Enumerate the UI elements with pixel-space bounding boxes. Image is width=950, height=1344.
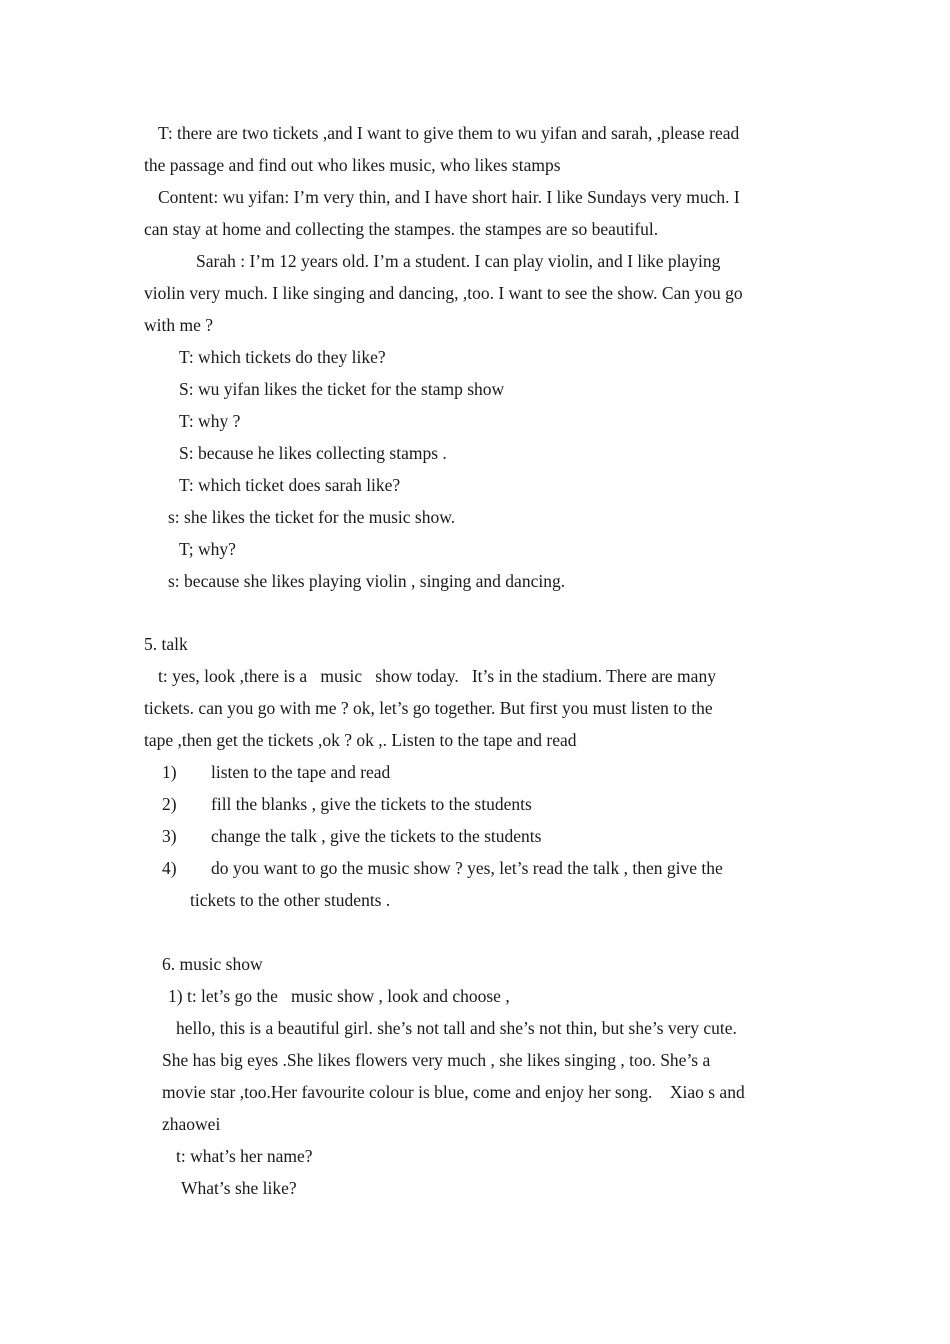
dialogue-line: T; why?: [179, 539, 236, 559]
section-6-para-line-2: She has big eyes .She likes flowers very much , she likes singing , too. She’s a: [162, 1050, 711, 1070]
step-4-continuation: tickets to the other students .: [190, 890, 391, 910]
section-5-heading: 5. talk: [144, 634, 188, 654]
step-text: fill the blanks , give the tickets to the students: [211, 794, 532, 814]
step-text: listen to the tape and read: [211, 762, 391, 782]
teacher-intro-line-1: T: there are two tickets ,and I want to give them to wu yifan and sarah, ,please read: [158, 123, 740, 143]
question-name: t: what’s her name?: [176, 1146, 313, 1166]
sarah-line-1: Sarah : I’m 12 years old. I’m a student. I can play violin, and I like playing: [196, 251, 721, 271]
dialogue-line: s: because she likes playing violin , singing and dancing.: [168, 571, 566, 591]
step-text: do you want to go the music show ? yes, let’s read the talk , then give the: [211, 858, 723, 878]
dialogue-line: T: which tickets do they like?: [179, 347, 386, 367]
teacher-intro-line-2: the passage and find out who likes music, who likes stamps: [144, 155, 561, 175]
section-5-para-line-1: t: yes, look ,there is a music show today. It’s in the stadium. There are many: [158, 666, 716, 686]
dialogue-line: s: she likes the ticket for the music show.: [168, 507, 456, 527]
dialogue-line: T: which ticket does sarah like?: [179, 475, 401, 495]
sarah-line-3: with me ?: [144, 315, 214, 335]
content-line-1: Content: wu yifan: I’m very thin, and I have short hair. I like Sundays very much. I: [158, 187, 740, 207]
dialogue-line: S: because he likes collecting stamps .: [179, 443, 447, 463]
step-number: 2): [162, 794, 177, 814]
section-6-heading: 6. music show: [162, 954, 263, 974]
section-5-para-line-3: tape ,then get the tickets ,ok ? ok ,. Listen to the tape and read: [144, 730, 577, 750]
step-number: 1): [162, 762, 177, 782]
dialogue-line: S: wu yifan likes the ticket for the stamp show: [179, 379, 505, 399]
step-number: 3): [162, 826, 177, 846]
section-6-para-line-3: movie star ,too.Her favourite colour is blue, come and enjoy her song. Xiao s and: [162, 1082, 745, 1102]
sarah-line-2: violin very much. I like singing and dancing, ,too. I want to see the show. Can you go: [144, 283, 743, 303]
dialogue-line: T: why ?: [179, 411, 241, 431]
step-text: change the talk , give the tickets to the students: [211, 826, 542, 846]
section-6-para-line-4: zhaowei: [162, 1114, 221, 1134]
step-number: 4): [162, 858, 177, 878]
section-6-sub-1: 1) t: let’s go the music show , look and choose ,: [168, 986, 510, 1006]
section-5-para-line-2: tickets. can you go with me ? ok, let’s go together. But first you must listen to the: [144, 698, 713, 718]
content-line-2: can stay at home and collecting the stampes. the stampes are so beautiful.: [144, 219, 659, 239]
section-6-para-line-1: hello, this is a beautiful girl. she’s not tall and she’s not thin, but she’s very cute.: [176, 1018, 737, 1038]
question-like: What’s she like?: [181, 1178, 297, 1198]
